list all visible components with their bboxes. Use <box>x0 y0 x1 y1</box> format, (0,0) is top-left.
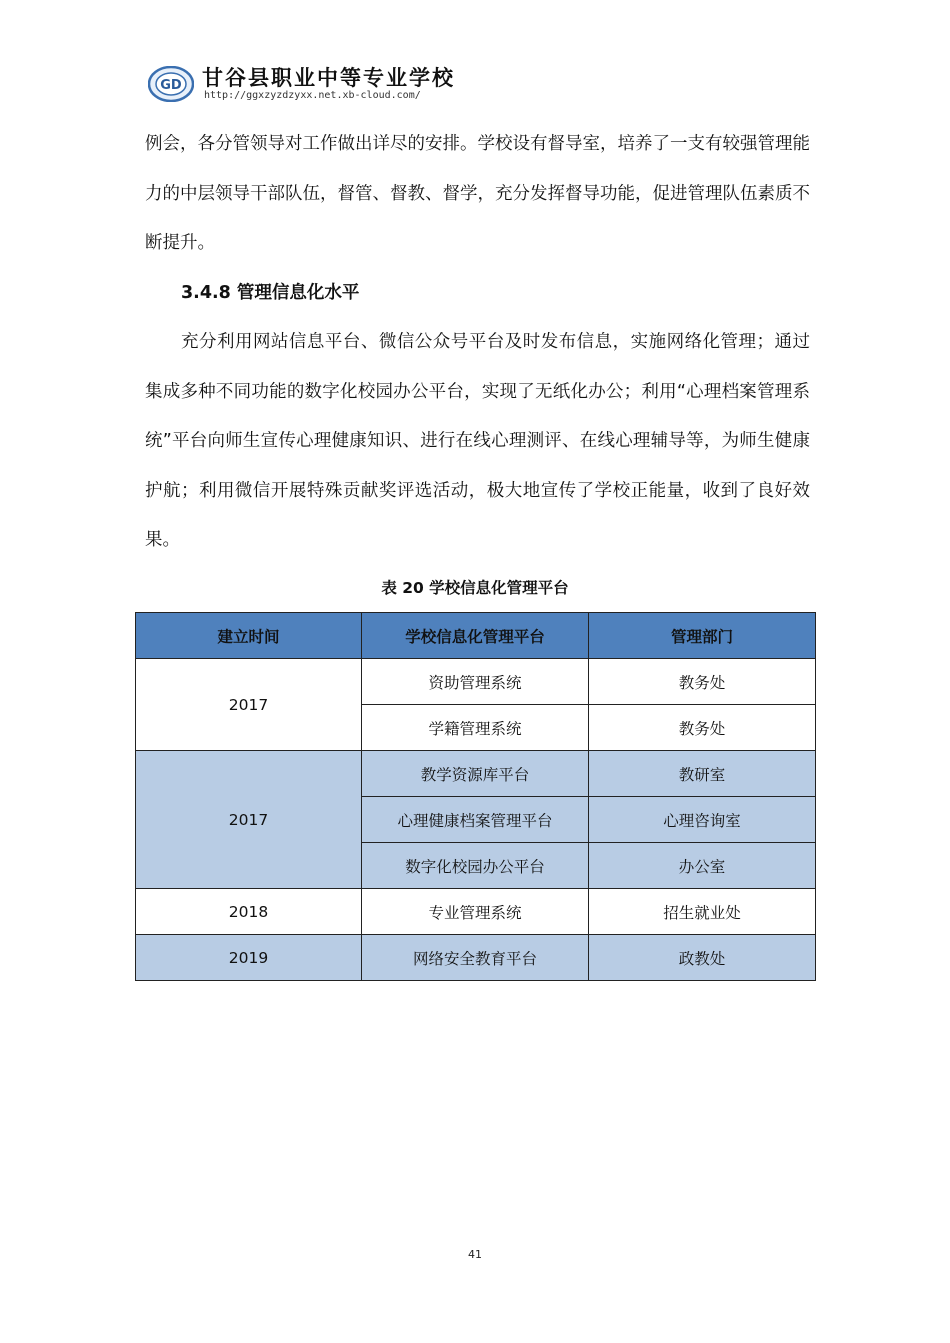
table-header-row <box>136 613 816 659</box>
department-cell: 办公室 <box>589 843 816 889</box>
table-caption: 表 20 学校信息化管理平台 <box>381 579 569 597</box>
platform-cell: 教学资源库平台 <box>362 751 589 797</box>
school-url: http://ggxzyzdzyxx.net.xb-cloud.com/ <box>204 90 421 101</box>
platform-cell: 学籍管理系统 <box>362 705 589 751</box>
year-cell: 2019 <box>136 935 362 981</box>
department-cell: 政教处 <box>589 935 816 981</box>
platform-table <box>135 612 816 981</box>
platform-cell: 数字化校园办公平台 <box>362 843 589 889</box>
table-row <box>136 751 816 797</box>
department-cell: 招生就业处 <box>589 889 816 935</box>
table-row <box>136 659 816 705</box>
table-row <box>136 935 816 981</box>
logo-text: GD <box>160 78 182 93</box>
school-name: 甘谷县职业中等专业学校 <box>202 65 455 90</box>
school-logo <box>148 66 194 102</box>
header-cell: 管理部门 <box>589 613 816 659</box>
page-content <box>145 120 810 566</box>
year-cell: 2018 <box>136 889 362 935</box>
table-row <box>136 889 816 935</box>
department-cell: 教务处 <box>589 659 816 705</box>
department-cell: 教务处 <box>589 705 816 751</box>
department-cell: 心理咨询室 <box>589 797 816 843</box>
page-header <box>148 66 455 102</box>
platform-cell: 专业管理系统 <box>362 889 589 935</box>
paragraph-1: 例会，各分管领导对工作做出详尽的安排。学校设有督导室，培养了一支有较强管理能力的中层领导干部队伍，督管、督教、督学，充分发挥督导功能，促进管理队伍素质不断提升。 <box>145 134 810 253</box>
platform-cell: 网络安全教育平台 <box>362 935 589 981</box>
header-cell: 学校信息化管理平台 <box>362 613 589 659</box>
department-cell: 教研室 <box>589 751 816 797</box>
platform-cell: 资助管理系统 <box>362 659 589 705</box>
platform-cell: 心理健康档案管理平台 <box>362 797 589 843</box>
section-title: 3.4.8 管理信息化水平 <box>181 282 360 303</box>
paragraph-2: 充分利用网站信息平台、微信公众号平台及时发布信息，实施网络化管理；通过集成多种不同功能的数字化校园办公平台，实现了无纸化办公；利用“心理档案管理系统”平台向师生宣传心理健康知识、进行在线心理测评、在线心理辅导等，为师生健康护航；利用微信开展特殊贡献奖评选活动，极大地宣传了学校正能量，收到了良好效果。 <box>145 332 810 550</box>
year-cell: 2017 <box>136 751 362 889</box>
page-number: 41 <box>468 1248 482 1261</box>
header-cell: 建立时间 <box>136 613 362 659</box>
year-cell: 2017 <box>136 659 362 751</box>
